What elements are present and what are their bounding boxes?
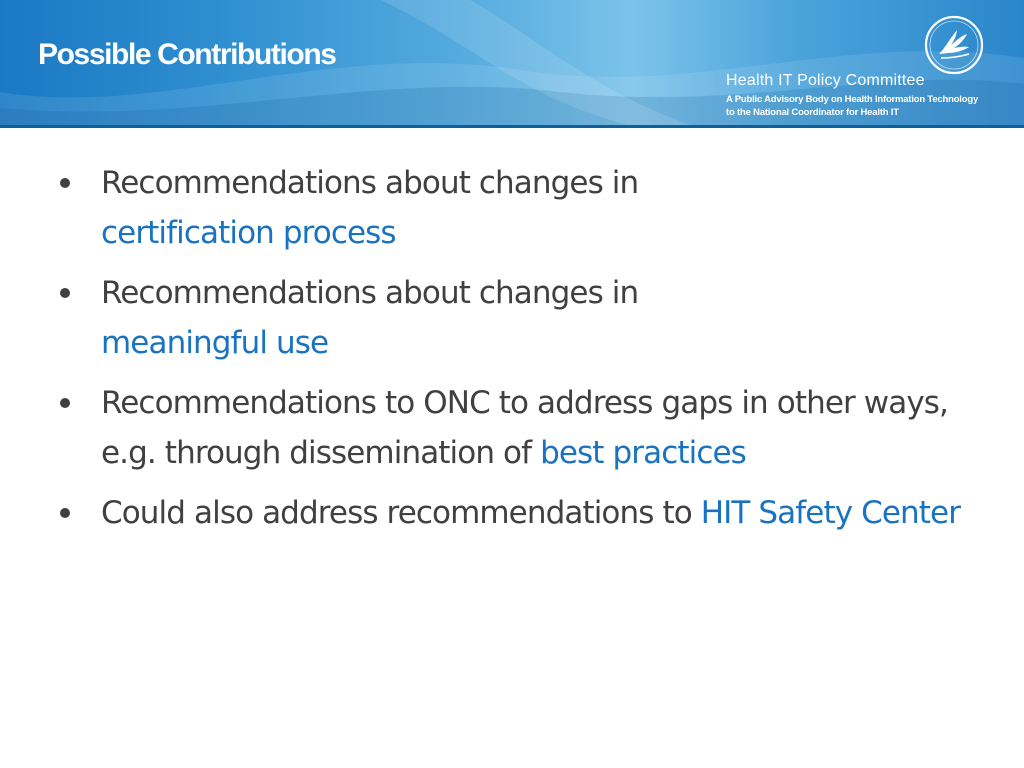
committee-tagline-line2: to the National Coordinator for Health IT [726,107,899,118]
bullet-item [60,488,985,538]
bullet-dot-icon [60,398,70,408]
bullet-text: Recommendations to ONC to address gaps in other ways, e.g. through dissemination of [101,385,949,471]
slide-title: Possible Contributions [38,38,336,71]
header-banner [0,0,1024,128]
bullet-highlight: meaningful use [101,325,329,361]
bullet-highlight: certification process [101,215,396,251]
bullet-dot-icon [60,178,70,188]
bullet-list [60,158,985,548]
bullet-dot-icon [60,508,70,518]
committee-tagline-line1: A Public Advisory Body on Health Information Technology [726,94,979,105]
bullet-item [60,158,985,258]
bullet-text: Recommendations about changes in [101,275,639,311]
hhs-eagle-seal-icon [923,14,985,76]
bullet-dot-icon [60,288,70,298]
bullet-highlight: HIT Safety Center [700,495,961,531]
bullet-text: Recommendations about changes in [101,165,639,201]
bullet-item [60,268,985,368]
bullet-highlight: best practices [540,435,746,471]
header-divider [0,125,1024,128]
bullet-text: Could also address recommendations to [101,495,692,531]
bullet-item [60,378,985,478]
committee-name: Health IT Policy Committee [726,72,925,89]
